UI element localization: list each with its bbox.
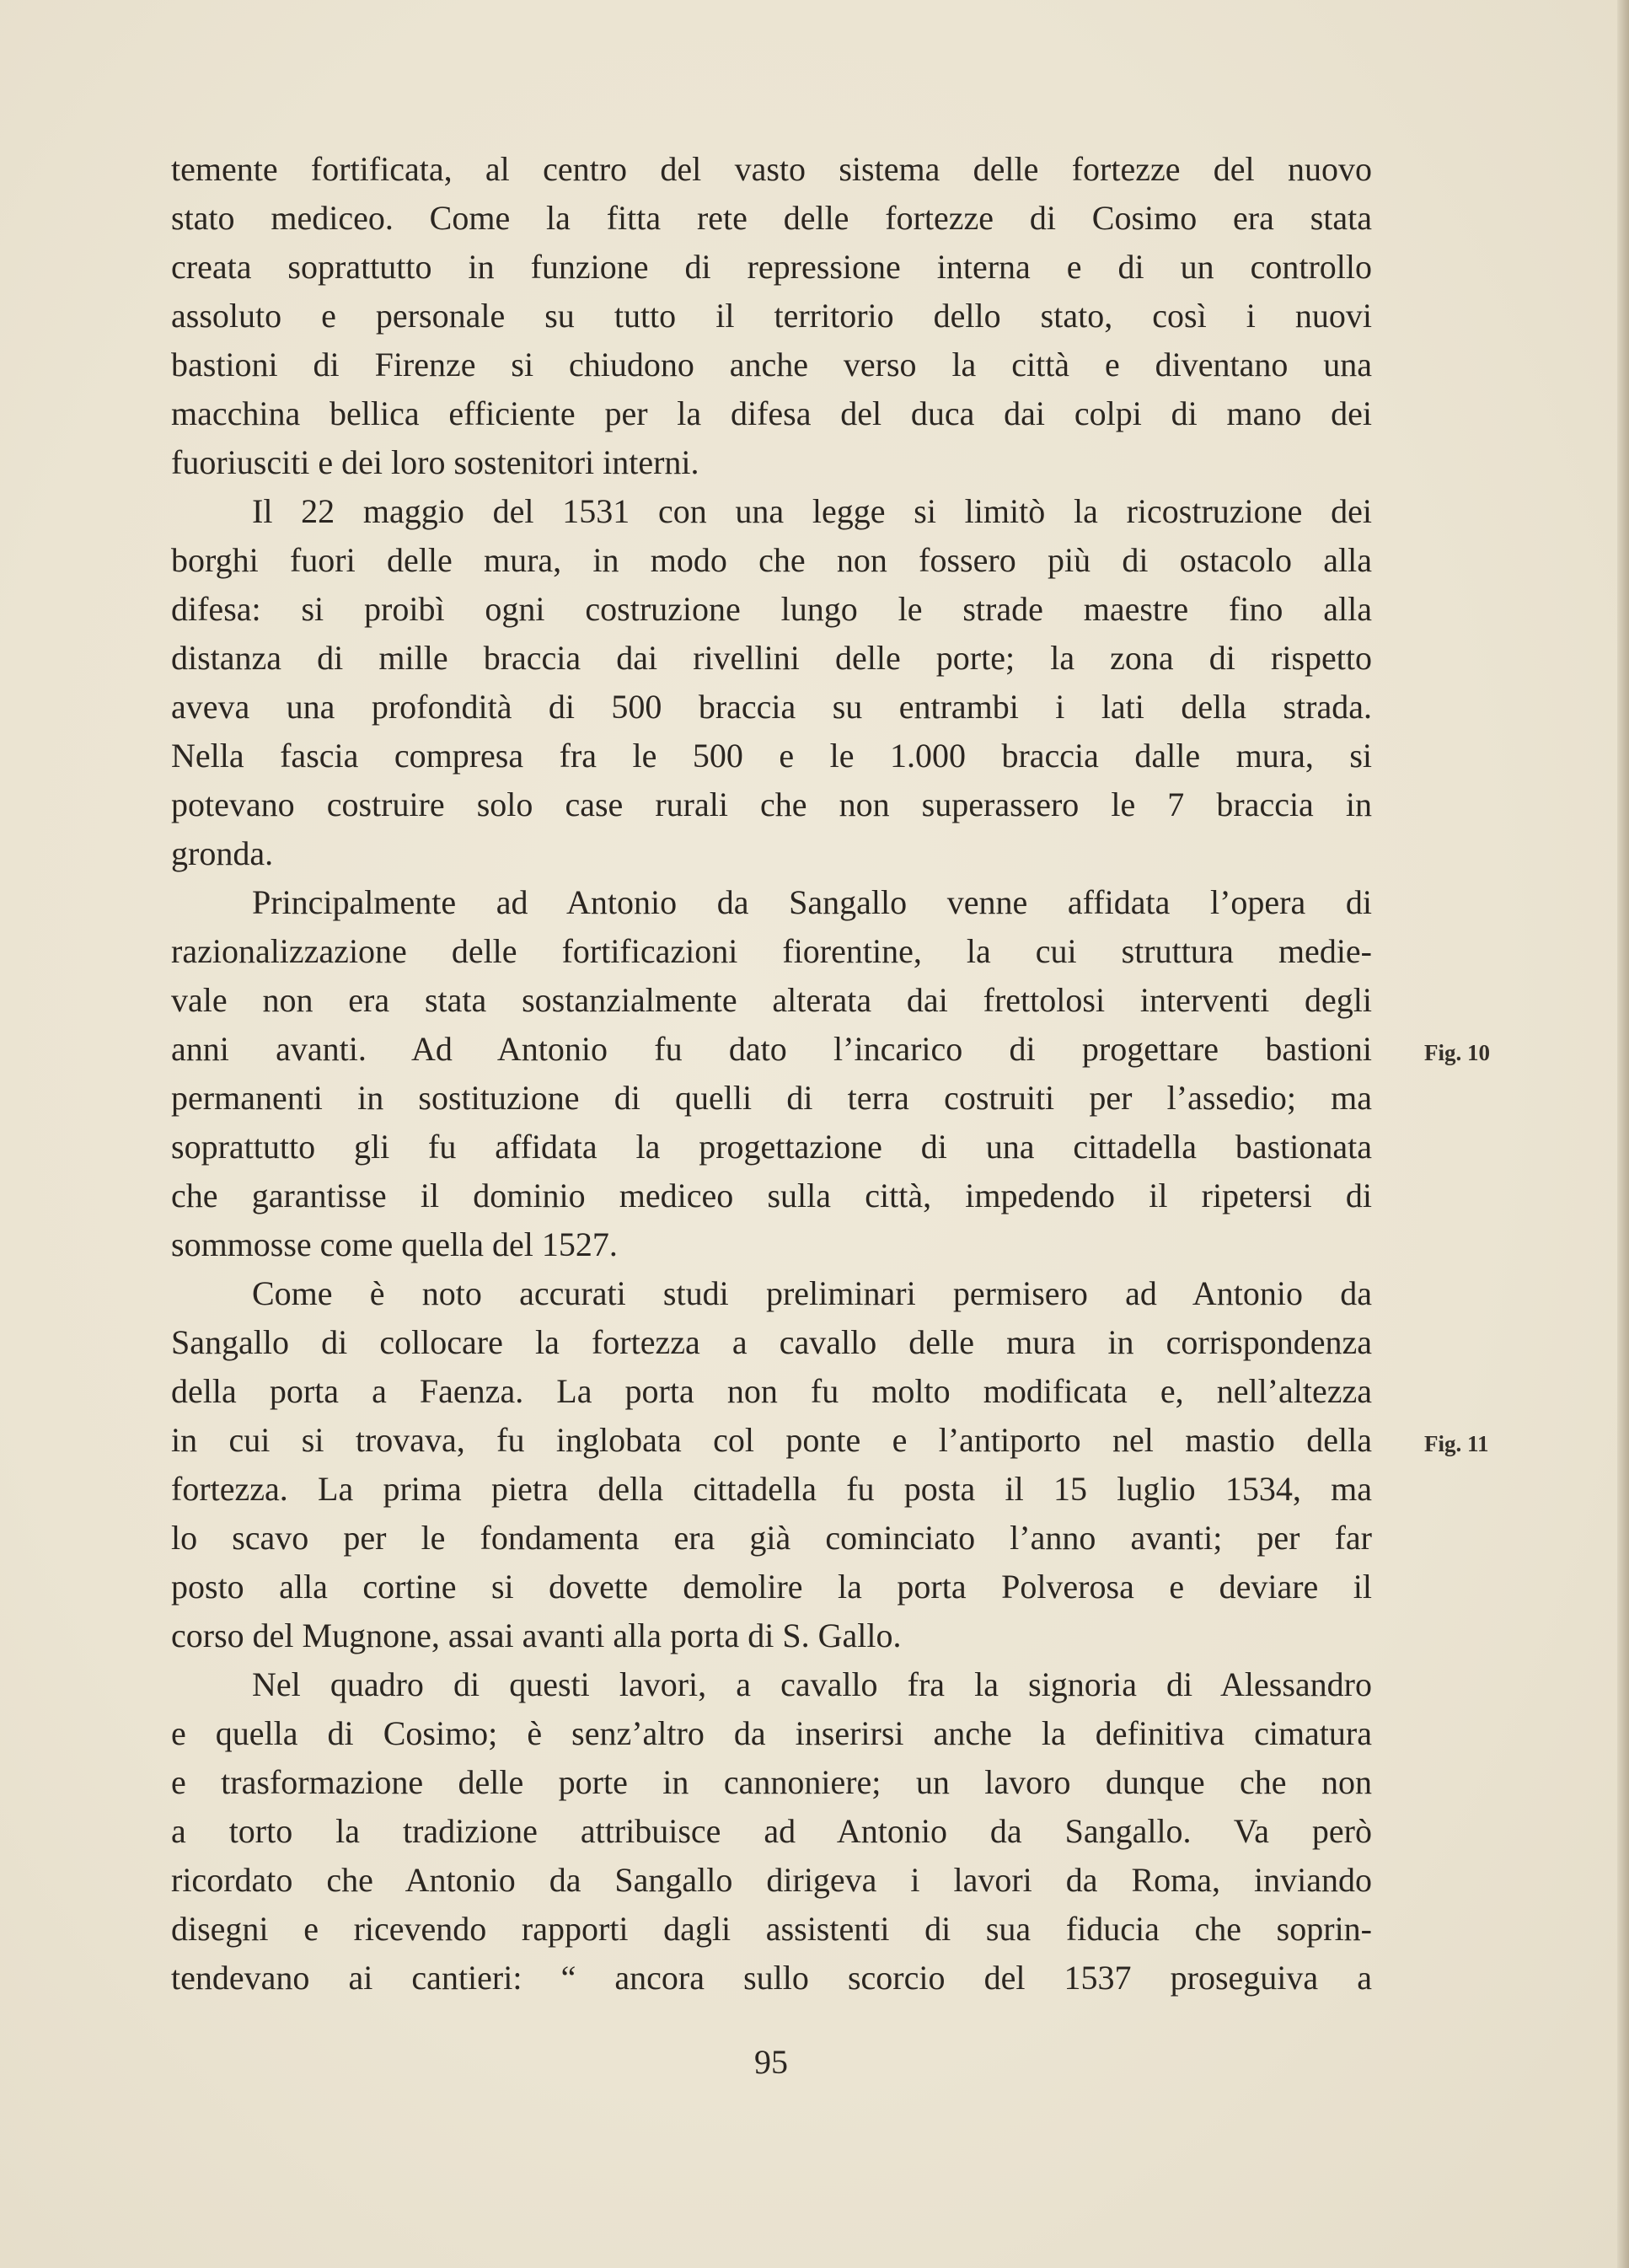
text-line: Sangallo di collocare la fortezza a cavallo delle mura in corrispondenza	[171, 1323, 1372, 1361]
text-line: Principalmente ad Antonio da Sangallo venne affidata l’opera di	[252, 883, 1372, 921]
text-line: posto alla cortine si dovette demolire la porta Polverosa e deviare il	[171, 1568, 1372, 1606]
text-line: gronda.	[171, 834, 274, 872]
paragraph-4	[171, 1269, 1372, 1660]
margin-figure-reference: Fig. 10	[1424, 1040, 1490, 1065]
text-line: potevano costruire solo case rurali che non superassero le 7 braccia in	[171, 785, 1372, 823]
text-line: bastioni di Firenze si chiudono anche verso la città e diventano una	[171, 346, 1372, 383]
text-line: fuoriusciti e dei loro sostenitori interni.	[171, 443, 699, 481]
paragraph-5	[171, 1660, 1372, 2003]
text-line: stato mediceo. Come la fitta rete delle fortezze di Cosimo era stata	[171, 199, 1372, 237]
text-line: lo scavo per le fondamenta era già cominciato l’anno avanti; per far	[171, 1519, 1372, 1557]
text-line: Nel quadro di questi lavori, a cavallo fra la signoria di Alessandro	[252, 1665, 1372, 1703]
text-line: distanza di mille braccia dai rivellini delle porte; la zona di rispetto	[171, 639, 1372, 677]
text-line: razionalizzazione delle fortificazioni fiorentine, la cui struttura medie-	[171, 932, 1372, 970]
text-line: sommosse come quella del 1527.	[171, 1225, 618, 1263]
page-number: 95	[754, 2043, 788, 2081]
text-line: della porta a Faenza. La porta non fu molto modificata e, nell’altezza	[171, 1372, 1372, 1410]
text-line: permanenti in sostituzione di quelli di terra costruiti per l’assedio; ma	[171, 1079, 1372, 1117]
margin-figure-reference: Fig. 11	[1424, 1431, 1489, 1456]
text-line: vale non era stata sostanzialmente alterata dai frettolosi interventi degli	[171, 981, 1372, 1019]
text-line: difesa: si proibì ogni costruzione lungo le strade maestre fino alla	[171, 590, 1372, 628]
text-line: ricordato che Antonio da Sangallo dirigeva i lavori da Roma, inviando	[171, 1861, 1372, 1899]
text-line: assoluto e personale su tutto il territorio dello stato, così i nuovi	[171, 297, 1372, 335]
text-line: e quella di Cosimo; è senz’altro da inserirsi anche la definitiva cimatura	[171, 1714, 1372, 1752]
text-line: soprattutto gli fu affidata la progettazione di una cittadella bastionata	[171, 1128, 1372, 1166]
body-text	[171, 145, 1372, 2003]
text-line: disegni e ricevendo rapporti dagli assistenti di sua fiducia che soprin-	[171, 1910, 1372, 1948]
text-line: tendevano ai cantieri: “ ancora sullo scorcio del 1537 proseguiva a	[171, 1959, 1372, 1997]
text-line: a torto la tradizione attribuisce ad Antonio da Sangallo. Va però	[171, 1812, 1372, 1850]
text-line: Il 22 maggio del 1531 con una legge si limitò la ricostruzione dei	[252, 492, 1372, 530]
text-line: Come è noto accurati studi preliminari permisero ad Antonio da	[252, 1274, 1372, 1312]
paragraph-3	[171, 878, 1372, 1269]
text-line: borghi fuori delle mura, in modo che non fossero più di ostacolo alla	[171, 541, 1372, 579]
text-line: Nella fascia compresa fra le 500 e le 1.000 braccia dalle mura, si	[171, 737, 1372, 775]
text-line: e trasformazione delle porte in cannoniere; un lavoro dunque che non	[171, 1763, 1372, 1801]
text-line: che garantisse il dominio mediceo sulla città, impedendo il ripetersi di	[171, 1177, 1372, 1214]
text-line: fortezza. La prima pietra della cittadella fu posta il 15 luglio 1534, ma	[171, 1470, 1372, 1508]
paragraph-2	[171, 487, 1372, 878]
text-line: in cui si trovava, fu inglobata col ponte e l’antiporto nel mastio della	[171, 1421, 1372, 1459]
text-line: temente fortificata, al centro del vasto sistema delle fortezze del nuovo	[171, 150, 1372, 188]
text-line: macchina bellica efficiente per la difesa del duca dai colpi di mano dei	[171, 394, 1372, 432]
text-line: corso del Mugnone, assai avanti alla porta di S. Gallo.	[171, 1617, 902, 1654]
paragraph-1	[171, 145, 1372, 487]
text-line: anni avanti. Ad Antonio fu dato l’incarico di progettare bastioni	[171, 1030, 1372, 1068]
text-line: aveva una profondità di 500 braccia su entrambi i lati della strada.	[171, 688, 1372, 726]
binding-edge	[1617, 0, 1629, 2268]
text-line: creata soprattutto in funzione di repressione interna e di un controllo	[171, 248, 1372, 286]
